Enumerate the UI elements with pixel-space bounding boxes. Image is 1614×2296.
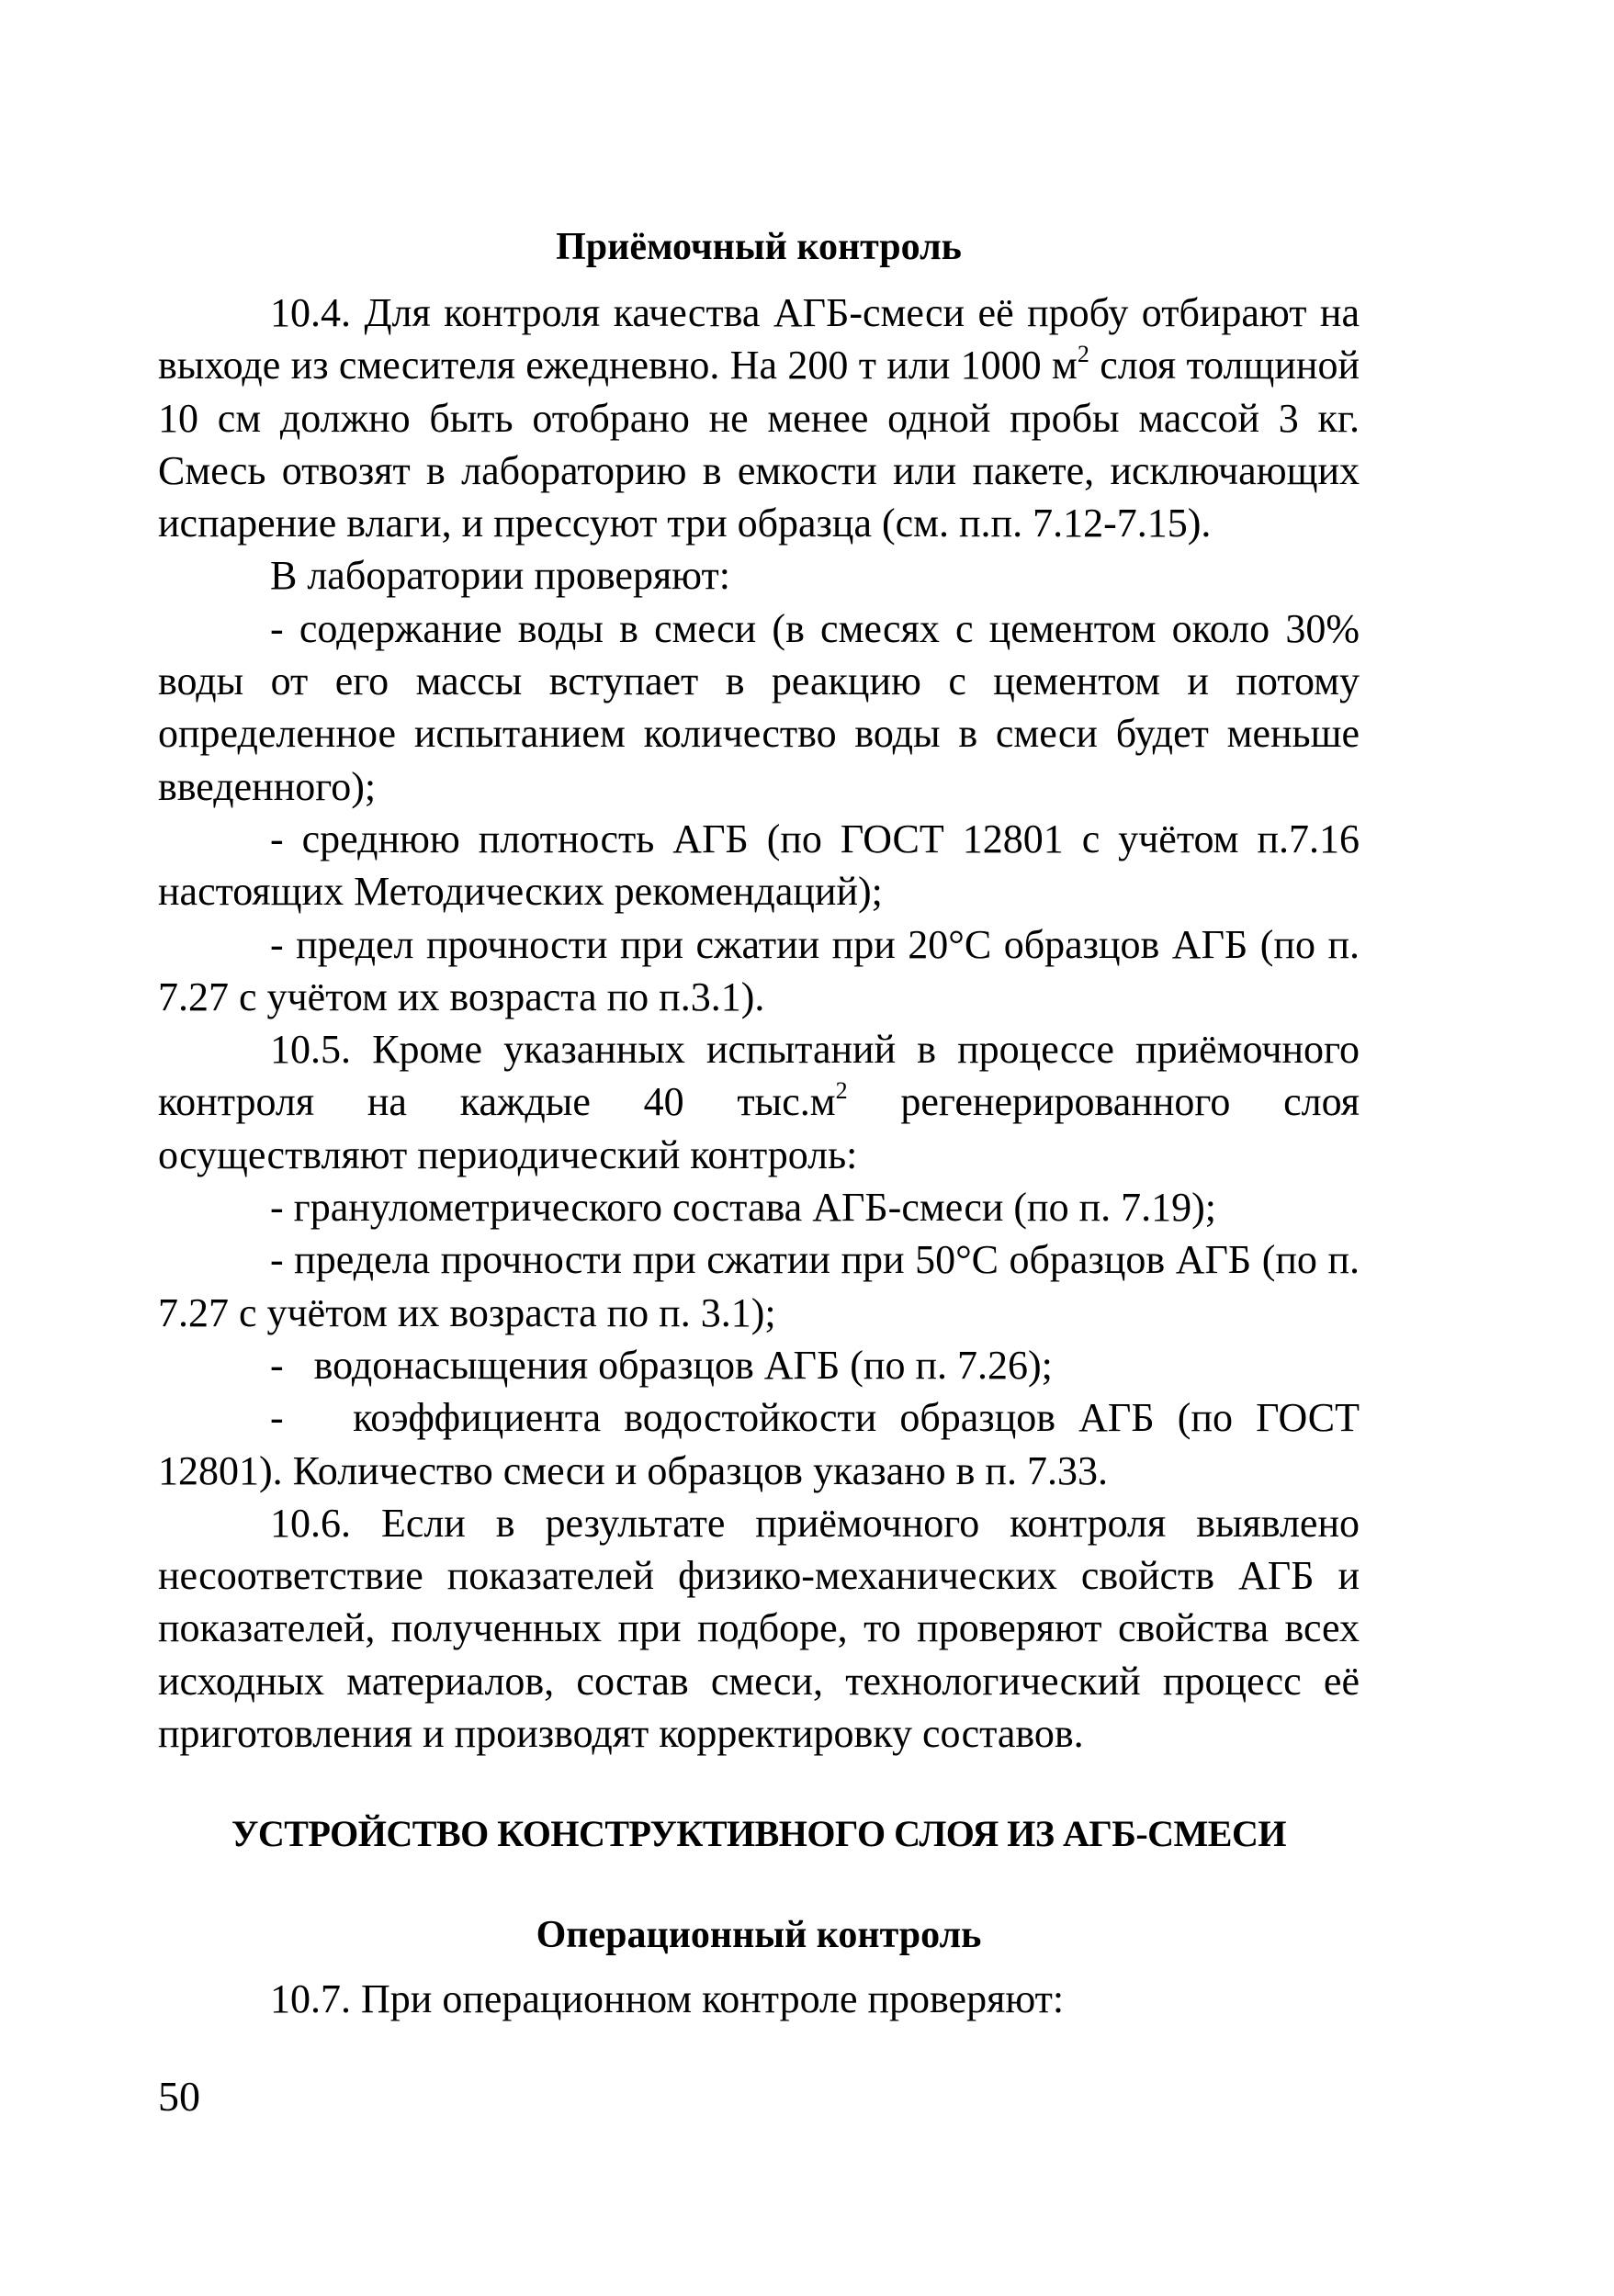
lab-item-density: - среднюю плотность АГБ (по ГОСТ 12801 с учётом п.7.16 настоящих Методических рекомендаций);: [158, 816, 1360, 915]
paragraph-10-5: [158, 1023, 1360, 1181]
lab-intro: В лаборатории проверяют:: [270, 553, 730, 599]
paragraph-10-5-text-b: регенерированного слоя осуществляют периодический контроль:: [158, 1079, 1360, 1177]
paragraph-10-7: 10.7. При операционном контроле проверяют:: [270, 1976, 1065, 2022]
lab-item-water: - содержание воды в смеси (в смесях с цементом около 30% воды от его массы вступает в реакцию с цементом и потому определенное испытанием количество воды в смеси будет меньше введенного);: [158, 605, 1360, 809]
periodic-item-strength-50: - предела прочности при сжатии при 50°С образцов АГБ (по п. 7.27 с учётом их возраста по п. 3.1);: [158, 1237, 1360, 1335]
periodic-item-water-saturation: - водонасыщения образцов АГБ (по п. 7.26);: [270, 1342, 1053, 1388]
paragraph-10-4: [158, 287, 1360, 549]
paragraph-10-4-text-b: слоя толщиной 10 см должно быть отобрано не менее одной пробы массой 3 кг. Смесь отвозят в лабораторию в емкости или пакете, исключающих испарение влаги, и прессуют три образца (см. п.п. 7.12-7.15).: [158, 343, 1360, 546]
periodic-item-water-resistance: - коэффициента водостойкости образцов АГБ (по ГОСТ 12801). Количество смеси и образцов указано в п. 7.33.: [158, 1395, 1370, 1493]
paragraph-10-5-text-a: 10.5. Кроме указанных испытаний в процессе приёмочного контроля на каждые 40 тыс.м: [158, 1027, 1360, 1125]
superscript-2: 2: [1077, 341, 1089, 368]
lab-item-strength: - предел прочности при сжатии при 20°С образцов АГБ (по п. 7.27 с учётом их возраста по п.3.1).: [158, 921, 1360, 1019]
page-number: 50: [158, 2073, 200, 2120]
page-content: [158, 220, 1370, 2026]
heading-operational-control: Операционный контроль: [536, 1914, 982, 1957]
heading-acceptance-control: Приёмочный контроль: [556, 226, 962, 268]
paragraph-10-6: 10.6. Если в результате приёмочного контроля выявлено несоответствие показателей физико-механических свойств АГБ и показателей, полученных при подборе, то проверяют свойства всех исходных материалов, состав смеси, технологический процесс её приготовления и производят корректировку составов.: [158, 1500, 1360, 1757]
paragraph-10-4-text-a: 10.4. Для контроля качества АГБ-смеси её пробу отбирают на выходе из смесителя ежедневно. На 200 т или 1000 м: [158, 290, 1360, 388]
superscript-2: 2: [835, 1077, 848, 1105]
heading-section-layer-construction: УСТРОЙСТВО КОНСТРУКТИВНОГО СЛОЯ ИЗ АГБ-СМЕСИ: [231, 1813, 1286, 1855]
periodic-item-granulometry: - гранулометрического состава АГБ-смеси (по п. 7.19);: [270, 1185, 1217, 1231]
